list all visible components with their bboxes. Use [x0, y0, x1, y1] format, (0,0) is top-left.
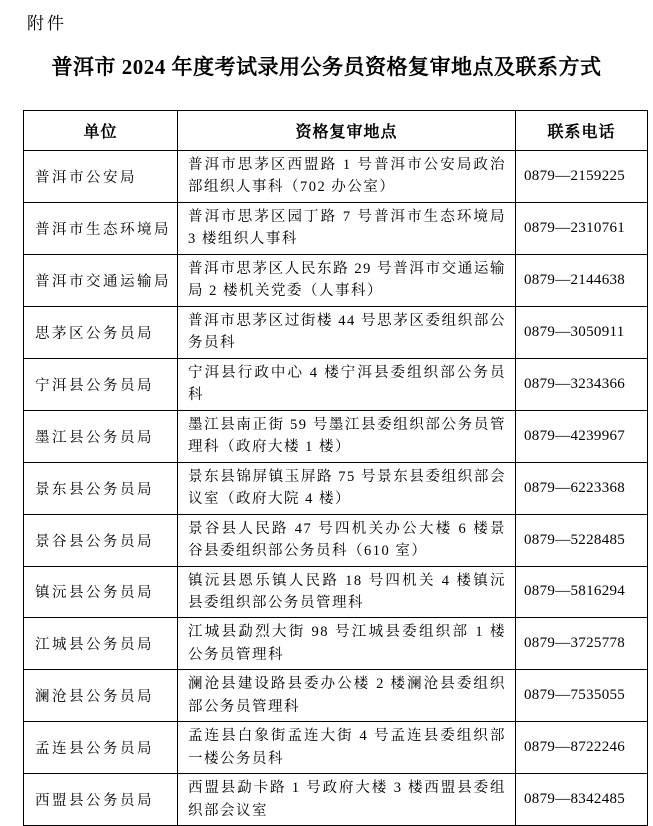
- unit-cell: 孟连县公务员局: [24, 722, 178, 774]
- attachment-label: 附件: [27, 14, 67, 33]
- unit-cell: 西盟县公务员局: [24, 774, 178, 826]
- phone-cell: 0879—5228485: [516, 514, 648, 566]
- phone-cell: 0879—6223368: [516, 462, 648, 514]
- phone-cell: 0879—3234366: [516, 358, 648, 410]
- unit-cell: 普洱市生态环境局: [24, 202, 178, 254]
- table-header-row: [24, 111, 648, 151]
- location-cell: 景谷县人民路 47 号四机关办公大楼 6 楼景谷县委组织部公务员科（610 室）: [178, 514, 516, 566]
- unit-cell: 镇沅县公务员局: [24, 566, 178, 618]
- location-cell: 孟连县白象街孟连大街 4 号孟连县委组织部一楼公务员科: [178, 722, 516, 774]
- location-cell: 澜沧县建设路县委办公楼 2 楼澜沧县委组织部公务员管理科: [178, 670, 516, 722]
- location-cell: 宁洱县行政中心 4 楼宁洱县委组织部公务员科: [178, 358, 516, 410]
- header-location: 资格复审地点: [178, 111, 516, 151]
- location-cell: 墨江县南正街 59 号墨江县委组织部公务员管理科（政府大楼 1 楼）: [178, 410, 516, 462]
- table-row: [24, 774, 648, 826]
- table-row: [24, 670, 648, 722]
- unit-cell: 澜沧县公务员局: [24, 670, 178, 722]
- table-row: [24, 618, 648, 670]
- phone-cell: 0879—2310761: [516, 202, 648, 254]
- phone-cell: 0879—8722246: [516, 722, 648, 774]
- table-row: [24, 151, 648, 203]
- location-cell: 西盟县勐卡路 1 号政府大楼 3 楼西盟县委组织部会议室: [178, 774, 516, 826]
- unit-cell: 景东县公务员局: [24, 462, 178, 514]
- table-row: [24, 566, 648, 618]
- table-row: [24, 202, 648, 254]
- phone-cell: 0879—3050911: [516, 306, 648, 358]
- phone-cell: 0879—7535055: [516, 670, 648, 722]
- page-title: 普洱市 2024 年度考试录用公务员资格复审地点及联系方式: [51, 55, 602, 79]
- table-row: [24, 358, 648, 410]
- phone-cell: 0879—2144638: [516, 254, 648, 306]
- table-row: [24, 722, 648, 774]
- location-cell: 江城县勐烈大街 98 号江城县委组织部 1 楼公务员管理科: [178, 618, 516, 670]
- phone-cell: 0879—5816294: [516, 566, 648, 618]
- table-row: [24, 254, 648, 306]
- header-unit: 单位: [24, 111, 178, 151]
- phone-cell: 0879—3725778: [516, 618, 648, 670]
- phone-cell: 0879—8342485: [516, 774, 648, 826]
- unit-cell: 普洱市交通运输局: [24, 254, 178, 306]
- unit-cell: 思茅区公务员局: [24, 306, 178, 358]
- table-row: [24, 306, 648, 358]
- phone-cell: 0879—4239967: [516, 410, 648, 462]
- table-row: [24, 514, 648, 566]
- location-cell: 普洱市思茅区园丁路 7 号普洱市生态环境局 3 楼组织人事科: [178, 202, 516, 254]
- unit-cell: 江城县公务员局: [24, 618, 178, 670]
- unit-cell: 墨江县公务员局: [24, 410, 178, 462]
- location-cell: 普洱市思茅区过街楼 44 号思茅区委组织部公务员科: [178, 306, 516, 358]
- table-body: [24, 151, 648, 826]
- location-cell: 镇沅县恩乐镇人民路 18 号四机关 4 楼镇沅县委组织部公务员管理科: [178, 566, 516, 618]
- unit-cell: 宁洱县公务员局: [24, 358, 178, 410]
- location-cell: 普洱市思茅区西盟路 1 号普洱市公安局政治部组织人事科（702 办公室）: [178, 151, 516, 203]
- location-cell: 普洱市思茅区人民东路 29 号普洱市交通运输局 2 楼机关党委（人事科）: [178, 254, 516, 306]
- header-phone: 联系电话: [516, 111, 648, 151]
- review-locations-table: [23, 110, 648, 826]
- table-row: [24, 462, 648, 514]
- table-row: [24, 410, 648, 462]
- unit-cell: 景谷县公务员局: [24, 514, 178, 566]
- location-cell: 景东县锦屏镇玉屏路 75 号景东县委组织部会议室（政府大院 4 楼）: [178, 462, 516, 514]
- phone-cell: 0879—2159225: [516, 151, 648, 203]
- unit-cell: 普洱市公安局: [24, 151, 178, 203]
